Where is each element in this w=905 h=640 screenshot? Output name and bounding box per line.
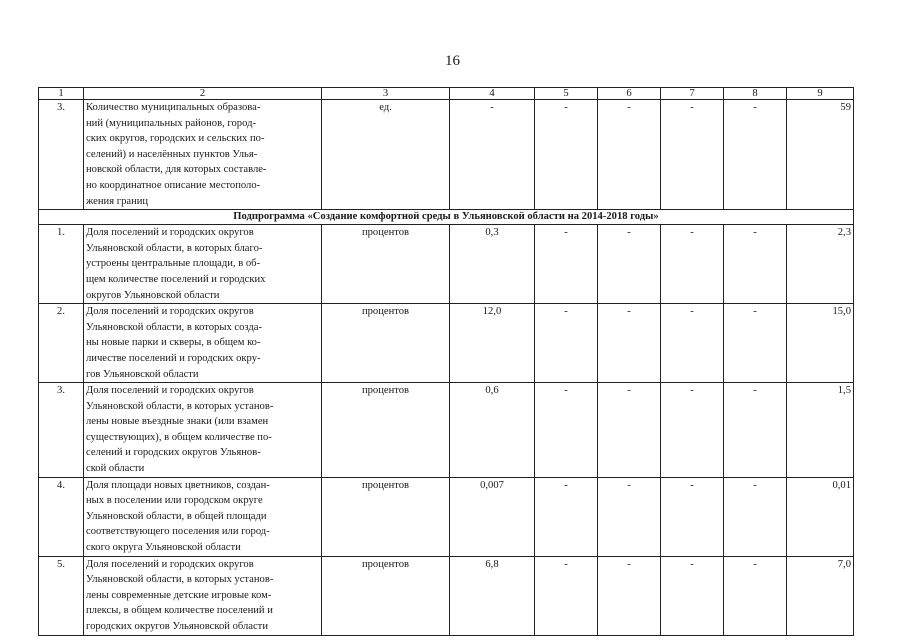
value-cell-7: - — [661, 100, 724, 210]
value-cell-8: - — [724, 304, 787, 383]
description-line: личестве поселений и городских окру- — [86, 352, 261, 364]
row-number: 1. — [39, 225, 84, 304]
description-line: селений и городских округов Ульянов- — [86, 447, 261, 459]
description-line: Доля поселений и городских округов — [86, 227, 254, 239]
subprogram-title: Подпрограмма «Создание комфортной среды в Ульяновской области на 2014-2018 годы» — [39, 210, 854, 225]
value-cell-5: - — [535, 556, 598, 635]
column-header: 8 — [724, 88, 787, 100]
indicator-description — [84, 477, 322, 556]
value-cell-8: - — [724, 225, 787, 304]
description-line: лены новые въездные знаки (или взамен — [86, 416, 269, 428]
value-cell-5: - — [535, 477, 598, 556]
indicator-description — [84, 556, 322, 635]
value-cell-7: - — [661, 383, 724, 478]
value-cell-4: - — [450, 100, 535, 210]
value-cell-4: 6,8 — [450, 556, 535, 635]
value-cell-7: - — [661, 556, 724, 635]
column-header: 7 — [661, 88, 724, 100]
table-row — [39, 304, 854, 383]
description-line: ны новые парки и скверы, в общем ко- — [86, 337, 261, 349]
value-cell-8: - — [724, 100, 787, 210]
description-line: Ульяновской области, в которых созда- — [86, 321, 263, 333]
description-line: ской области — [86, 463, 145, 475]
row-number: 5. — [39, 556, 84, 635]
subprogram-section-row — [39, 210, 854, 225]
column-header: 9 — [787, 88, 854, 100]
value-cell-6: - — [598, 100, 661, 210]
description-line: Доля поселений и городских округов — [86, 558, 254, 570]
value-cell-6: - — [598, 225, 661, 304]
value-cell-5: - — [535, 225, 598, 304]
value-cell-9: 0,01 — [787, 477, 854, 556]
column-header: 2 — [84, 88, 322, 100]
description-line: существующих), в общем количестве по- — [86, 431, 272, 443]
value-cell-6: - — [598, 477, 661, 556]
description-line: соответствующего поселения или город- — [86, 526, 270, 538]
unit-cell: процентов — [322, 477, 450, 556]
row-number: 4. — [39, 477, 84, 556]
indicators-table — [38, 87, 854, 636]
column-header: 6 — [598, 88, 661, 100]
description-line: устроены центральные площади, в об- — [86, 258, 261, 270]
description-line: плексы, в общем количестве поселений и — [86, 605, 273, 617]
description-line: Доля площади новых цветников, создан- — [86, 479, 270, 491]
page-number: 16 — [445, 53, 460, 69]
description-line: ний (муниципальных районов, город- — [86, 117, 256, 129]
description-line: жения границ — [86, 195, 149, 207]
description-line: Ульяновской области, в которых установ- — [86, 400, 274, 412]
description-line: ных в поселении или городском округе — [86, 495, 263, 507]
table-row — [39, 477, 854, 556]
description-line: но координатное описание местополо- — [86, 179, 261, 191]
row-number: 2. — [39, 304, 84, 383]
unit-cell: процентов — [322, 556, 450, 635]
column-header: 4 — [450, 88, 535, 100]
row-number: 3. — [39, 100, 84, 210]
value-cell-8: - — [724, 477, 787, 556]
value-cell-8: - — [724, 556, 787, 635]
description-line: округов Ульяновской области — [86, 289, 220, 301]
value-cell-4: 0,3 — [450, 225, 535, 304]
value-cell-4: 0,007 — [450, 477, 535, 556]
table-row — [39, 100, 854, 210]
description-line: лены современные детские игровые ком- — [86, 589, 272, 601]
description-line: Ульяновской области, в которых благо- — [86, 242, 263, 254]
indicator-description — [84, 100, 322, 210]
table-row — [39, 225, 854, 304]
unit-cell: процентов — [322, 225, 450, 304]
value-cell-7: - — [661, 225, 724, 304]
value-cell-4: 0,6 — [450, 383, 535, 478]
value-cell-9: 15,0 — [787, 304, 854, 383]
row-number: 3. — [39, 383, 84, 478]
unit-cell: процентов — [322, 383, 450, 478]
table-row — [39, 383, 854, 478]
indicator-description — [84, 225, 322, 304]
description-line: щем количестве поселений и городских — [86, 273, 266, 285]
value-cell-8: - — [724, 383, 787, 478]
column-header: 3 — [322, 88, 450, 100]
unit-cell: ед. — [322, 100, 450, 210]
description-line: ского округа Ульяновской области — [86, 542, 241, 554]
value-cell-9: 1,5 — [787, 383, 854, 478]
value-cell-6: - — [598, 304, 661, 383]
indicator-description — [84, 383, 322, 478]
value-cell-9: 7,0 — [787, 556, 854, 635]
value-cell-5: - — [535, 383, 598, 478]
value-cell-9: 2,3 — [787, 225, 854, 304]
table-header-row — [39, 88, 854, 100]
description-line: Количество муниципальных образова- — [86, 102, 261, 113]
value-cell-4: 12,0 — [450, 304, 535, 383]
description-line: Ульяновской области, в которых установ- — [86, 574, 274, 586]
column-header: 1 — [39, 88, 84, 100]
description-line: Доля поселений и городских округов — [86, 306, 254, 318]
description-line: Доля поселений и городских округов — [86, 385, 254, 397]
description-line: селений) и населённых пунктов Улья- — [86, 148, 258, 160]
description-line: городских округов Ульяновской области — [86, 621, 268, 632]
value-cell-6: - — [598, 383, 661, 478]
value-cell-6: - — [598, 556, 661, 635]
value-cell-5: - — [535, 304, 598, 383]
indicator-description — [84, 304, 322, 383]
value-cell-9: 59 — [787, 100, 854, 210]
column-header: 5 — [535, 88, 598, 100]
value-cell-7: - — [661, 477, 724, 556]
value-cell-7: - — [661, 304, 724, 383]
value-cell-5: - — [535, 100, 598, 210]
description-line: Ульяновской области, в общей площади — [86, 510, 267, 522]
table-row — [39, 556, 854, 635]
description-line: ских округов, городских и сельских по- — [86, 133, 265, 145]
unit-cell: процентов — [322, 304, 450, 383]
description-line: гов Ульяновской области — [86, 368, 199, 380]
description-line: новской области, для которых составле- — [86, 164, 267, 176]
